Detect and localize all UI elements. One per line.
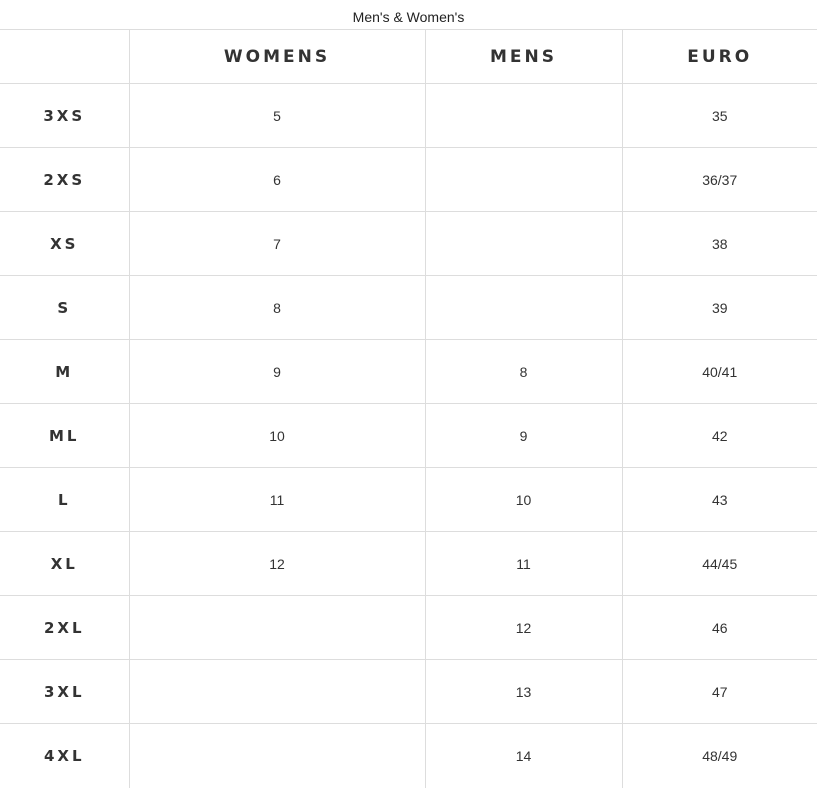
size-label: 4XL: [0, 724, 129, 788]
euro-cell: 39: [622, 276, 817, 340]
table-row: [0, 596, 817, 660]
euro-cell: 43: [622, 468, 817, 532]
euro-cell: 38: [622, 212, 817, 276]
size-label: ML: [0, 404, 129, 468]
womens-cell: 7: [129, 212, 425, 276]
table-row: [0, 532, 817, 596]
table-row: [0, 404, 817, 468]
size-label: 2XS: [0, 148, 129, 212]
womens-cell: [129, 660, 425, 724]
table-row: [0, 468, 817, 532]
euro-cell: 36/37: [622, 148, 817, 212]
womens-cell: 8: [129, 276, 425, 340]
mens-cell: 9: [425, 404, 622, 468]
table-row: [0, 660, 817, 724]
euro-cell: 47: [622, 660, 817, 724]
header-row: [0, 30, 817, 84]
size-label: S: [0, 276, 129, 340]
table-row: [0, 84, 817, 148]
euro-cell: 44/45: [622, 532, 817, 596]
table-caption: Men's & Women's: [352, 9, 465, 25]
womens-cell: 6: [129, 148, 425, 212]
header-mens: MENS: [425, 30, 622, 84]
euro-cell: 35: [622, 84, 817, 148]
table-row: [0, 276, 817, 340]
mens-cell: 10: [425, 468, 622, 532]
size-label: 2XL: [0, 596, 129, 660]
size-label: M: [0, 340, 129, 404]
euro-cell: 46: [622, 596, 817, 660]
mens-cell: [425, 84, 622, 148]
mens-cell: 12: [425, 596, 622, 660]
size-label: XS: [0, 212, 129, 276]
womens-cell: 12: [129, 532, 425, 596]
header-size: [0, 30, 129, 84]
mens-cell: [425, 276, 622, 340]
womens-cell: 10: [129, 404, 425, 468]
mens-cell: 8: [425, 340, 622, 404]
size-label: 3XS: [0, 84, 129, 148]
header-euro: EURO: [622, 30, 817, 84]
size-label: 3XL: [0, 660, 129, 724]
womens-cell: 11: [129, 468, 425, 532]
size-chart-table: [0, 29, 817, 788]
table-row: [0, 148, 817, 212]
size-label: XL: [0, 532, 129, 596]
mens-cell: 13: [425, 660, 622, 724]
womens-cell: 5: [129, 84, 425, 148]
table-row: [0, 340, 817, 404]
header-womens: WOMENS: [129, 30, 425, 84]
euro-cell: 40/41: [622, 340, 817, 404]
womens-cell: 9: [129, 340, 425, 404]
euro-cell: 42: [622, 404, 817, 468]
mens-cell: 14: [425, 724, 622, 788]
table-row: [0, 212, 817, 276]
mens-cell: 11: [425, 532, 622, 596]
mens-cell: [425, 148, 622, 212]
mens-cell: [425, 212, 622, 276]
table-row: [0, 724, 817, 788]
euro-cell: 48/49: [622, 724, 817, 788]
womens-cell: [129, 724, 425, 788]
size-label: L: [0, 468, 129, 532]
womens-cell: [129, 596, 425, 660]
